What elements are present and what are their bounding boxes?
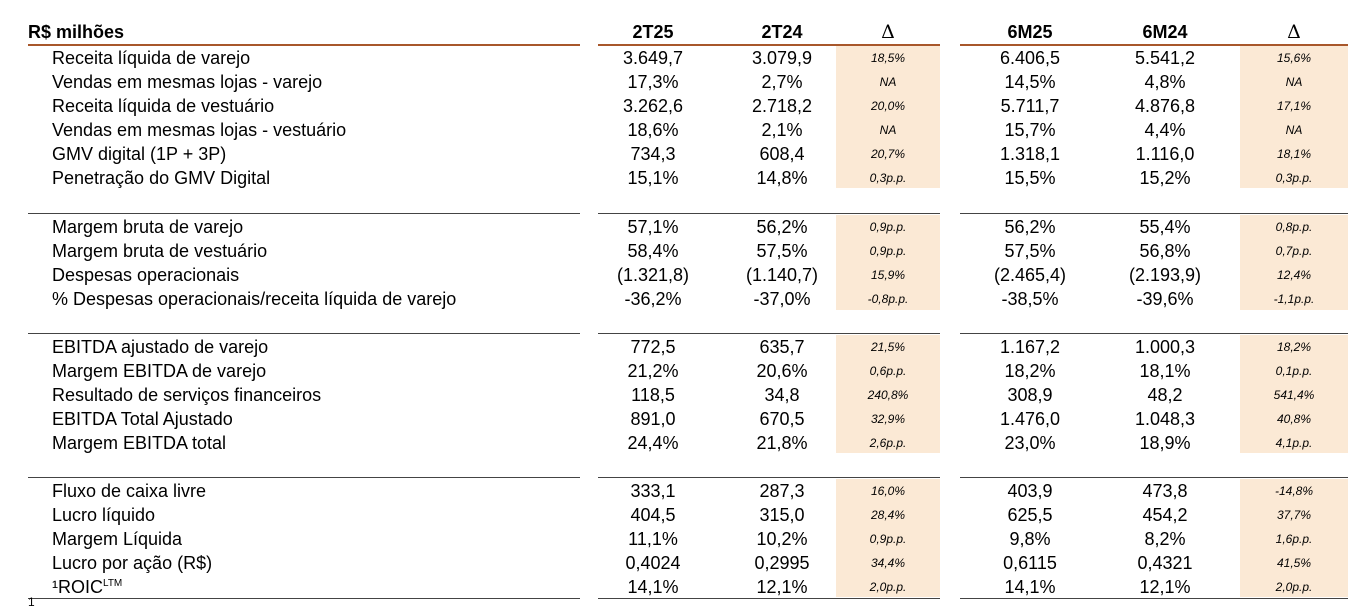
row-label: GMV digital (1P + 3P): [52, 144, 227, 164]
table-row: [0, 263, 1366, 287]
cell-6m25: 15,7%: [1004, 120, 1056, 140]
cell-6m24: 1.048,3: [1134, 409, 1196, 429]
cell-2t24: 2.718,2: [751, 96, 813, 116]
cell-6m24: 18,9%: [1139, 433, 1191, 453]
cell-2t24: 57,5%: [756, 241, 808, 261]
table-row: [0, 551, 1366, 575]
cell-2t24: 2,1%: [761, 120, 803, 140]
row-label: Margem EBITDA de varejo: [52, 361, 267, 381]
cell-delta-semester: -14,8%: [1274, 484, 1314, 498]
col-header-delta-semester: Δ: [1287, 21, 1301, 43]
cell-6m25: 1.167,2: [999, 337, 1061, 357]
table-row: [0, 359, 1366, 383]
section-rule: [960, 213, 1348, 214]
cell-6m24: 4,4%: [1144, 120, 1186, 140]
cell-delta-semester: 4,1p.p.: [1275, 436, 1313, 450]
row-label: Lucro líquido: [52, 505, 156, 525]
cell-6m25: 9,8%: [1009, 529, 1051, 549]
cell-delta-quarter: 32,9%: [870, 412, 906, 426]
table-row: [0, 215, 1366, 239]
cell-2t25: 333,1: [630, 481, 676, 501]
cell-2t24: (1.140,7): [745, 265, 819, 285]
cell-delta-quarter: 0,9p.p.: [869, 244, 907, 258]
cell-2t25: 734,3: [630, 144, 676, 164]
cell-2t25: 891,0: [630, 409, 676, 429]
cell-6m25: 18,2%: [1004, 361, 1056, 381]
row-label: Fluxo de caixa livre: [52, 481, 207, 501]
cell-2t25: 14,1%: [627, 577, 679, 597]
cell-6m25: 403,9: [1007, 481, 1053, 501]
cell-delta-quarter: 18,5%: [870, 51, 906, 65]
cell-2t25: 24,4%: [627, 433, 679, 453]
cell-6m24: 55,4%: [1139, 217, 1191, 237]
table-row: [0, 70, 1366, 94]
cell-6m24: 56,8%: [1139, 241, 1191, 261]
roic-label-superscript: LTM: [103, 578, 123, 589]
row-label: Vendas em mesmas lojas - vestuário: [52, 120, 347, 140]
cell-2t24: 635,7: [759, 337, 805, 357]
row-label: Receita líquida de varejo: [52, 48, 251, 68]
cell-6m24: 4.876,8: [1134, 96, 1196, 116]
cell-delta-semester: 0,3p.p.: [1275, 171, 1313, 185]
cell-2t24: 315,0: [759, 505, 805, 525]
cell-2t25: 15,1%: [627, 168, 679, 188]
cell-delta-semester: 0,7p.p.: [1275, 244, 1313, 258]
cell-6m24: 454,2: [1142, 505, 1188, 525]
row-label: Lucro por ação (R$): [52, 553, 213, 573]
cell-6m24: 48,2: [1147, 385, 1183, 405]
table-row: [0, 46, 1366, 70]
cell-delta-quarter: 2,6p.p.: [869, 436, 907, 450]
cell-delta-semester: 18,1%: [1276, 147, 1312, 161]
cell-delta-quarter: NA: [879, 75, 897, 89]
cell-6m25: 14,1%: [1004, 577, 1056, 597]
row-label: Resultado de serviços financeiros: [52, 385, 322, 405]
cell-6m25: 1.318,1: [999, 144, 1061, 164]
cell-2t25: 57,1%: [627, 217, 679, 237]
row-label: EBITDA ajustado de varejo: [52, 337, 269, 357]
cell-2t24: 56,2%: [756, 217, 808, 237]
cell-6m24: 4,8%: [1144, 72, 1186, 92]
row-label: [52, 575, 122, 599]
cell-delta-semester: 17,1%: [1276, 99, 1312, 113]
cell-delta-semester: 541,4%: [1273, 388, 1315, 402]
row-label: Margem EBITDA total: [52, 433, 227, 453]
cell-2t25: 772,5: [630, 337, 676, 357]
cell-delta-quarter: 28,4%: [870, 508, 906, 522]
cell-6m25: 56,2%: [1004, 217, 1056, 237]
cell-2t25: 21,2%: [627, 361, 679, 381]
row-label: Penetração do GMV Digital: [52, 168, 271, 188]
cell-6m25: 0,6115: [1003, 553, 1057, 573]
row-label: Despesas operacionais: [52, 265, 240, 285]
table-row: [0, 239, 1366, 263]
table-row: [0, 94, 1366, 118]
section-rule: [960, 333, 1348, 334]
cell-delta-semester: 18,2%: [1276, 340, 1312, 354]
cell-2t25: 404,5: [630, 505, 676, 525]
cell-delta-semester: NA: [1285, 123, 1303, 137]
cell-6m25: 15,5%: [1004, 168, 1056, 188]
cell-6m24: 0,4321: [1137, 553, 1193, 573]
cell-delta-quarter: 0,9p.p.: [869, 220, 907, 234]
cell-2t24: 10,2%: [756, 529, 808, 549]
cell-2t25: 3.262,6: [622, 96, 684, 116]
cell-2t24: 34,8: [764, 385, 800, 405]
table-row: [0, 335, 1366, 359]
cell-delta-semester: 15,6%: [1276, 51, 1312, 65]
cell-2t25: 17,3%: [627, 72, 679, 92]
col-header-2t25: 2T25: [632, 22, 674, 42]
section-rule: [28, 477, 580, 478]
cell-delta-quarter: 0,3p.p.: [869, 171, 907, 185]
cell-delta-quarter: 21,5%: [870, 340, 906, 354]
cell-delta-quarter: 15,9%: [870, 268, 906, 282]
table-row: [0, 383, 1366, 407]
cell-delta-semester: 1,6p.p.: [1275, 532, 1313, 546]
table-row: [0, 575, 1366, 599]
cell-6m25: 625,5: [1007, 505, 1053, 525]
cell-2t25: 58,4%: [627, 241, 679, 261]
cell-2t24: 0,2995: [754, 553, 810, 573]
cell-delta-quarter: 34,4%: [870, 556, 906, 570]
cell-2t25: 0,4024: [625, 553, 681, 573]
cell-6m24: (2.193,9): [1128, 265, 1202, 285]
cell-2t24: 2,7%: [761, 72, 803, 92]
row-label: Receita líquida de vestuário: [52, 96, 275, 116]
cell-6m25: 1.476,0: [999, 409, 1061, 429]
table-row: [0, 287, 1366, 311]
cell-6m24: -39,6%: [1136, 289, 1194, 309]
col-header-delta-quarter: Δ: [881, 21, 895, 43]
table-title: R$ milhões: [28, 22, 125, 42]
footnote-marker: 1: [28, 595, 35, 609]
table-row: [0, 479, 1366, 503]
cell-delta-quarter: 0,9p.p.: [869, 532, 907, 546]
cell-delta-semester: 12,4%: [1276, 268, 1312, 282]
cell-delta-semester: -1,1p.p.: [1273, 292, 1315, 306]
row-label: Margem Líquida: [52, 529, 183, 549]
row-label: % Despesas operacionais/receita líquida de varejo: [52, 289, 457, 309]
table-row: [0, 118, 1366, 142]
cell-6m24: 8,2%: [1144, 529, 1186, 549]
cell-delta-quarter: 2,0p.p.: [869, 580, 907, 594]
cell-2t25: 18,6%: [627, 120, 679, 140]
section-rule: [28, 213, 580, 214]
section-rule: [28, 333, 580, 334]
cell-delta-semester: 0,1p.p.: [1275, 364, 1313, 378]
cell-6m24: 473,8: [1142, 481, 1188, 501]
col-header-2t24: 2T24: [761, 22, 803, 42]
cell-2t25: 118,5: [631, 385, 675, 405]
row-label: EBITDA Total Ajustado: [52, 409, 233, 429]
cell-6m25: 308,9: [1007, 385, 1053, 405]
cell-delta-quarter: -0,8p.p.: [867, 292, 909, 306]
section-rule: [598, 213, 940, 214]
cell-delta-quarter: 20,7%: [870, 147, 906, 161]
cell-2t24: 21,8%: [756, 433, 808, 453]
table-row: [0, 142, 1366, 166]
cell-delta-semester: 0,8p.p.: [1275, 220, 1313, 234]
cell-6m25: 5.711,7: [1000, 96, 1060, 116]
table-row: [0, 407, 1366, 431]
table-row: [0, 431, 1366, 455]
cell-delta-semester: 2,0p.p.: [1275, 580, 1313, 594]
cell-delta-semester: 40,8%: [1276, 412, 1312, 426]
cell-2t24: 20,6%: [756, 361, 808, 381]
cell-6m24: 1.000,3: [1134, 337, 1196, 357]
cell-6m24: 5.541,2: [1134, 48, 1196, 68]
cell-2t24: 670,5: [759, 409, 805, 429]
section-rule: [598, 333, 940, 334]
cell-delta-quarter: 0,6p.p.: [869, 364, 907, 378]
row-label: Margem bruta de varejo: [52, 217, 244, 237]
cell-6m25: 23,0%: [1004, 433, 1056, 453]
table-row: [0, 166, 1366, 190]
section-rule: [598, 477, 940, 478]
cell-delta-semester: 41,5%: [1276, 556, 1312, 570]
cell-6m24: 1.116,0: [1135, 144, 1195, 164]
cell-delta-quarter: 20,0%: [870, 99, 906, 113]
cell-2t25: -36,2%: [624, 289, 682, 309]
row-label: Margem bruta de vestuário: [52, 241, 268, 261]
cell-6m24: 15,2%: [1139, 168, 1191, 188]
cell-2t24: 12,1%: [756, 577, 808, 597]
cell-6m25: (2.465,4): [993, 265, 1067, 285]
cell-6m25: 14,5%: [1004, 72, 1056, 92]
cell-2t24: 608,4: [759, 144, 805, 164]
cell-delta-quarter: 16,0%: [870, 484, 906, 498]
cell-2t25: 3.649,7: [622, 48, 684, 68]
cell-6m24: 12,1%: [1139, 577, 1191, 597]
cell-delta-semester: NA: [1285, 75, 1303, 89]
cell-6m25: 6.406,5: [999, 48, 1061, 68]
section-rule: [960, 477, 1348, 478]
row-label: Vendas em mesmas lojas - varejo: [52, 72, 323, 92]
cell-2t25: (1.321,8): [616, 265, 690, 285]
cell-2t24: 3.079,9: [751, 48, 813, 68]
cell-delta-semester: 37,7%: [1276, 508, 1312, 522]
cell-6m24: 18,1%: [1139, 361, 1191, 381]
roic-label-text: ¹ROIC: [52, 577, 103, 597]
table-row: [0, 527, 1366, 551]
cell-delta-quarter: 240,8%: [867, 388, 909, 402]
col-header-6m25: 6M25: [1007, 22, 1053, 42]
cell-2t25: 11,1%: [628, 529, 678, 549]
cell-6m25: -38,5%: [1001, 289, 1059, 309]
table-row: [0, 503, 1366, 527]
col-header-6m24: 6M24: [1142, 22, 1188, 42]
cell-delta-quarter: NA: [879, 123, 897, 137]
cell-6m25: 57,5%: [1004, 241, 1056, 261]
cell-2t24: -37,0%: [753, 289, 811, 309]
cell-2t24: 287,3: [759, 481, 805, 501]
cell-2t24: 14,8%: [756, 168, 808, 188]
